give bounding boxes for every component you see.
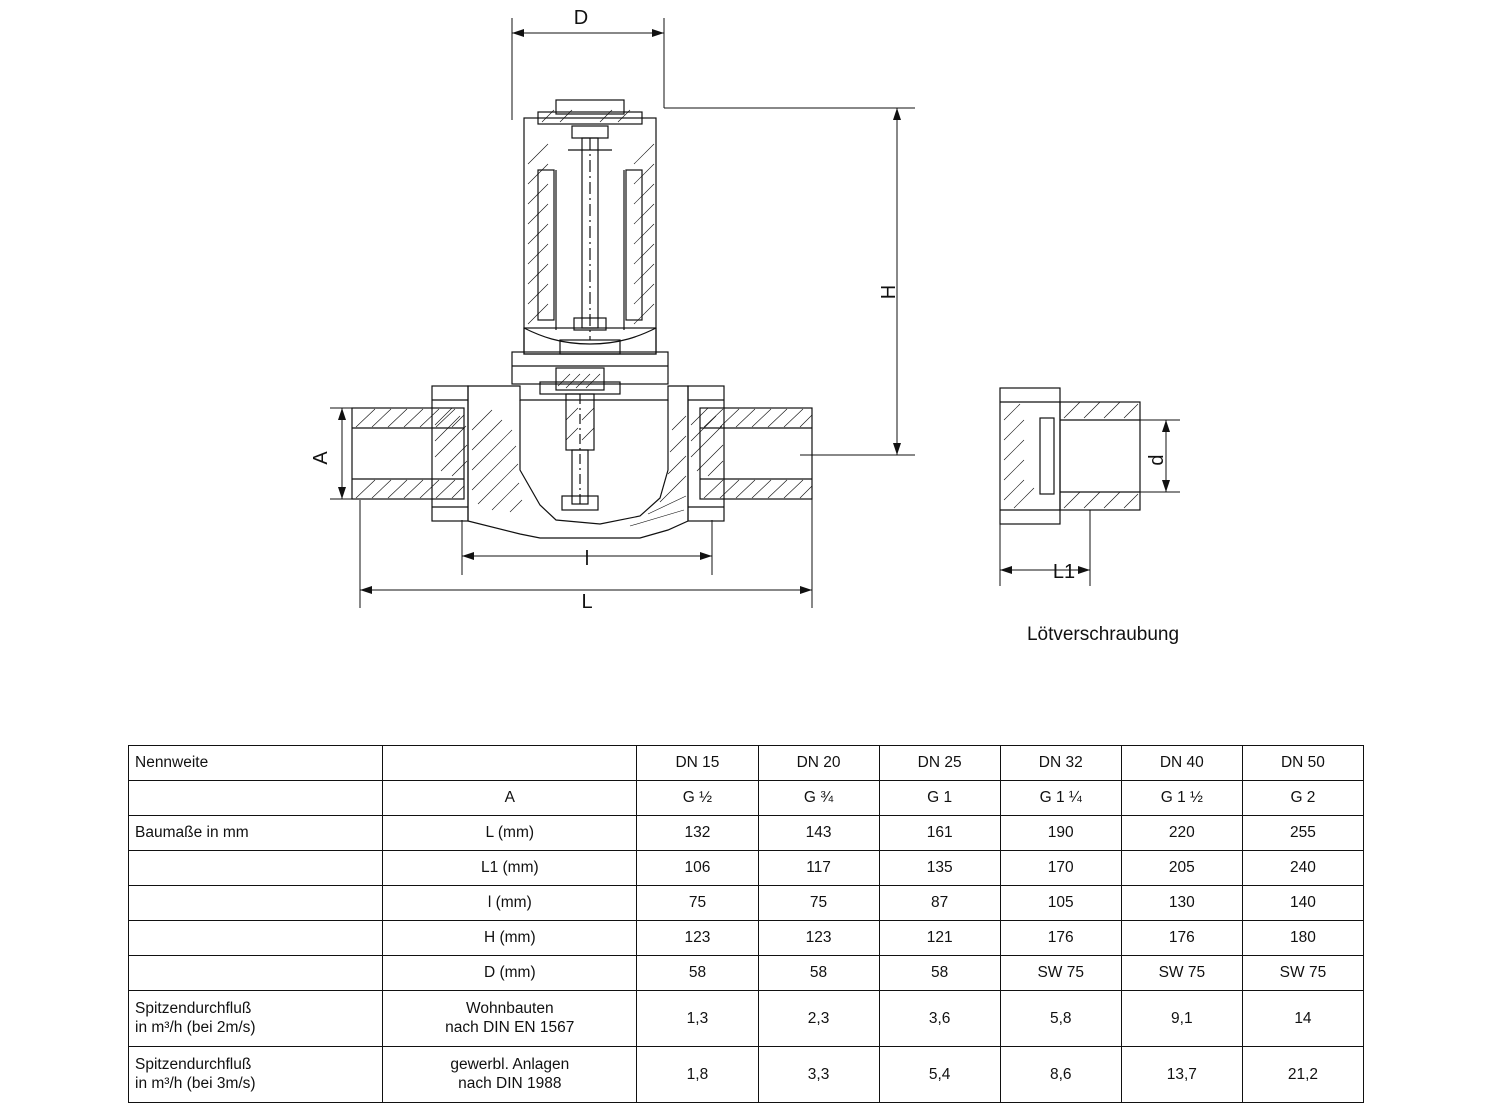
- cell-wohn-dn40: 9,1: [1121, 991, 1242, 1047]
- valve-right-union-nut: [688, 386, 724, 521]
- dimension-D: [512, 18, 664, 120]
- cell-wohn-dn20: 2,3: [758, 991, 879, 1047]
- cell-a-dn40: G 1 ½: [1121, 781, 1242, 816]
- cell-h-dn15: 123: [637, 921, 758, 956]
- cell-i-dn15: 75: [637, 886, 758, 921]
- cell-h-dn40: 176: [1121, 921, 1242, 956]
- cell-gew-dn15: 1,8: [637, 1047, 758, 1103]
- cell-d-dn25: 58: [879, 956, 1000, 991]
- param-label-line1: Wohnbauten: [465, 1000, 554, 1018]
- row-label-line2: in m³/h (bei 2m/s): [135, 1018, 256, 1036]
- cell-l-dn20: 143: [758, 816, 879, 851]
- cell-h-dn25: 121: [879, 921, 1000, 956]
- cell-i-dn40: 130: [1121, 886, 1242, 921]
- label-l: l: [584, 548, 590, 570]
- label-d: d: [1146, 454, 1168, 466]
- row-label-line1: Spitzendurchfluß: [135, 1000, 252, 1018]
- cell-gew-dn32: 8,6: [1000, 1047, 1121, 1103]
- param-label-line2: nach DIN EN 1567: [445, 1018, 575, 1036]
- cell-a-dn25: G 1: [879, 781, 1000, 816]
- dimension-H: [664, 108, 915, 455]
- cell-wohn-dn25: 3,6: [879, 991, 1000, 1047]
- column-header-dn15: DN 15: [637, 746, 758, 781]
- cell-l-dn40: 220: [1121, 816, 1242, 851]
- dimensions-table: [128, 745, 1364, 1103]
- row-label-spitzendurchfluss-gewerblich: [129, 1047, 383, 1103]
- cell-a-dn15: G ½: [637, 781, 758, 816]
- table-row: [129, 816, 1364, 851]
- cell-l1-dn25: 135: [879, 851, 1000, 886]
- table-row: [129, 956, 1364, 991]
- cell-h-dn20: 123: [758, 921, 879, 956]
- empty-cell: [129, 781, 383, 816]
- cell-d-dn20: 58: [758, 956, 879, 991]
- valve-bonnet: [512, 100, 668, 384]
- cell-gew-dn20: 3,3: [758, 1047, 879, 1103]
- column-header-dn32: DN 32: [1000, 746, 1121, 781]
- column-header-dn50: DN 50: [1242, 746, 1363, 781]
- column-header-dn25: DN 25: [879, 746, 1000, 781]
- cell-d-dn15: 58: [637, 956, 758, 991]
- cell-i-dn20: 75: [758, 886, 879, 921]
- empty-cell: [129, 886, 383, 921]
- cell-i-dn50: 140: [1242, 886, 1363, 921]
- cell-l-dn50: 255: [1242, 816, 1363, 851]
- row-label-spitzendurchfluss-wohnbauten: [129, 991, 383, 1047]
- caption-loetverschraubung: Lötverschraubung: [1026, 624, 1180, 645]
- param-label-i: l (mm): [383, 886, 637, 921]
- cell-l1-dn15: 106: [637, 851, 758, 886]
- valve-seat-internals: [540, 368, 620, 510]
- table-row: [129, 921, 1364, 956]
- cell-l1-dn32: 170: [1000, 851, 1121, 886]
- table-row: [129, 746, 1364, 781]
- cell-a-dn32: G 1 ¼: [1000, 781, 1121, 816]
- row-label-line1: Spitzendurchfluß: [135, 1056, 252, 1074]
- dimension-L1: [1000, 510, 1090, 586]
- param-label-line2: nach DIN 1988: [458, 1074, 562, 1092]
- table-row: [129, 991, 1364, 1047]
- cell-wohn-dn50: 14: [1242, 991, 1363, 1047]
- param-label-h: H (mm): [383, 921, 637, 956]
- cell-wohn-dn15: 1,3: [637, 991, 758, 1047]
- cell-wohn-dn32: 5,8: [1000, 991, 1121, 1047]
- cell-a-dn50: G 2: [1242, 781, 1363, 816]
- cell-l1-dn40: 205: [1121, 851, 1242, 886]
- valve-right-outlet: [700, 408, 812, 499]
- dimensions-table-wrapper: [128, 745, 1364, 1103]
- label-H: H: [878, 284, 900, 300]
- empty-cell: [383, 746, 637, 781]
- cell-d-dn40: SW 75: [1121, 956, 1242, 991]
- table-row: [129, 851, 1364, 886]
- cell-i-dn32: 105: [1000, 886, 1121, 921]
- row-label-baumasse: Baumaße in mm: [129, 816, 383, 851]
- cell-gew-dn40: 13,7: [1121, 1047, 1242, 1103]
- label-L1: L1: [1052, 561, 1076, 583]
- cell-h-dn50: 180: [1242, 921, 1363, 956]
- column-header-dn20: DN 20: [758, 746, 879, 781]
- valve-left-inlet: [352, 408, 464, 499]
- cell-d-dn50: SW 75: [1242, 956, 1363, 991]
- solder-fitting: [1000, 388, 1140, 524]
- row-label-line2: in m³/h (bei 3m/s): [135, 1074, 256, 1092]
- label-L: L: [581, 591, 593, 613]
- empty-cell: [129, 921, 383, 956]
- cell-l-dn25: 161: [879, 816, 1000, 851]
- cell-i-dn25: 87: [879, 886, 1000, 921]
- dimension-A: [330, 408, 360, 499]
- cell-h-dn32: 176: [1000, 921, 1121, 956]
- cell-gew-dn50: 21,2: [1242, 1047, 1363, 1103]
- table-row: [129, 886, 1364, 921]
- param-label-d: D (mm): [383, 956, 637, 991]
- empty-cell: [129, 851, 383, 886]
- cell-l1-dn20: 117: [758, 851, 879, 886]
- param-label-line1: gewerbl. Anlagen: [450, 1056, 570, 1074]
- cell-gew-dn25: 5,4: [879, 1047, 1000, 1103]
- table-row: [129, 781, 1364, 816]
- row-label-nennweite: Nennweite: [129, 746, 383, 781]
- cell-d-dn32: SW 75: [1000, 956, 1121, 991]
- column-header-dn40: DN 40: [1121, 746, 1242, 781]
- empty-cell: [129, 956, 383, 991]
- cell-l-dn15: 132: [637, 816, 758, 851]
- cell-a-dn20: G ¾: [758, 781, 879, 816]
- param-label-l: L (mm): [383, 816, 637, 851]
- valve-body: [468, 386, 688, 538]
- param-label-l1: L1 (mm): [383, 851, 637, 886]
- table-row: [129, 1047, 1364, 1103]
- valve-left-union-nut: [432, 386, 468, 521]
- label-A: A: [310, 451, 332, 465]
- param-label-gewerblich: [383, 1047, 637, 1103]
- cell-l-dn32: 190: [1000, 816, 1121, 851]
- param-label-wohnbauten: [383, 991, 637, 1047]
- param-label-a: A: [383, 781, 637, 816]
- dimension-L: [360, 455, 812, 608]
- cell-l1-dn50: 240: [1242, 851, 1363, 886]
- label-D: D: [573, 7, 589, 29]
